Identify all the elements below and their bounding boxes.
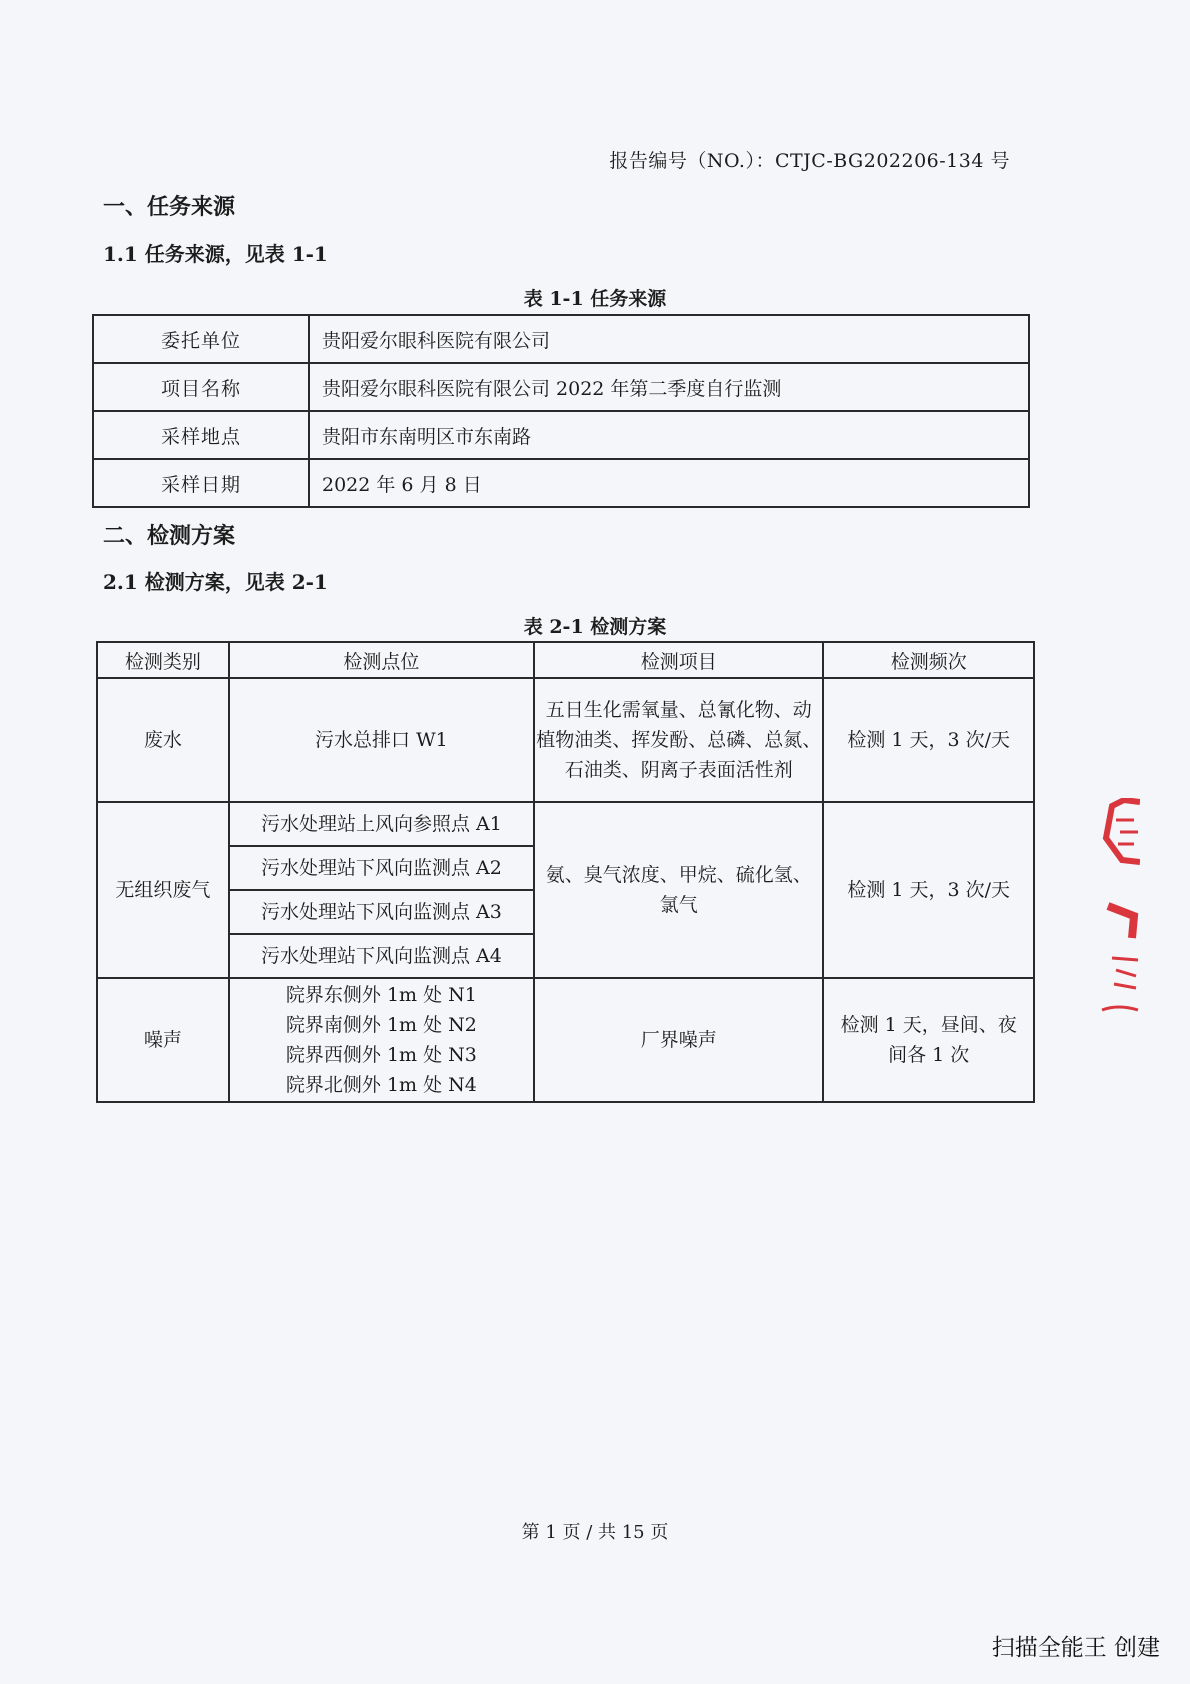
items-line: 五日生化需氧量、总氰化物、动 [545,699,812,721]
section2-subheading: 2.1 检测方案，见表 2-1 [103,570,328,594]
table-key-cell: 项目名称 [93,363,309,411]
items-line: 植物油类、挥发酚、总磷、总氮、 [536,729,822,751]
category-cell: 噪声 [97,978,229,1102]
table-row [93,459,1029,507]
table-key-cell: 采样日期 [93,459,309,507]
header-point: 检测点位 [229,642,534,678]
point-cell: 污水处理站下风向监测点 A2 [229,846,534,890]
page-footer: 第 1 页 / 共 15 页 [521,1522,669,1543]
items-cell [534,678,823,802]
frequency-cell: 检测 1 天，3 次/天 [823,678,1034,802]
frequency-cell [823,978,1034,1102]
point-cell: 污水总排口 W1 [229,678,534,802]
table-value-cell: 贵阳市东南明区市东南路 [309,411,1029,459]
frequency-line: 间各 1 次 [888,1044,970,1066]
table-value-cell: 2022 年 6 月 8 日 [309,459,1029,507]
noise-point-line: 院界北侧外 1m 处 N4 [285,1074,477,1096]
header-items: 检测项目 [534,642,823,678]
table2-caption: 表 2-1 检测方案 [523,616,667,638]
task-source-table [92,314,1030,508]
table-row [97,802,1034,846]
section1-heading: 一、任务来源 [103,194,236,220]
items-cell: 厂界噪声 [534,978,823,1102]
header-frequency: 检测频次 [823,642,1034,678]
frequency-cell: 检测 1 天，3 次/天 [823,802,1034,978]
point-cell: 污水处理站下风向监测点 A3 [229,890,534,934]
table1-caption: 表 1-1 任务来源 [523,288,667,310]
monitoring-plan-table [96,641,1035,1103]
point-cell: 污水处理站上风向参照点 A1 [229,802,534,846]
report-number: 报告编号（NO.）：CTJC-BG202206-134 号 [609,150,1010,172]
noise-point-line: 院界东侧外 1m 处 N1 [285,984,477,1006]
items-cell [534,802,823,978]
table-key-cell: 采样地点 [93,411,309,459]
items-line: 氨、臭气浓度、甲烷、硫化氢、 [545,864,812,886]
table-value-cell: 贵阳爱尔眼科医院有限公司 2022 年第二季度自行监测 [309,363,1029,411]
table-row [97,678,1034,802]
table-row [97,978,1034,1102]
section1-subheading: 1.1 任务来源，见表 1-1 [103,242,328,266]
items-line: 氯气 [659,894,698,916]
section2-heading: 二、检测方案 [103,523,236,549]
table-row [93,363,1029,411]
table-value-cell: 贵阳爱尔眼科医院有限公司 [309,315,1029,363]
table-row [93,411,1029,459]
noise-point-line: 院界南侧外 1m 处 N2 [285,1014,477,1036]
red-seal-stamp [1094,798,1140,1018]
table-row [93,315,1029,363]
category-cell: 无组织废气 [97,802,229,978]
point-cell: 污水处理站下风向监测点 A4 [229,934,534,978]
frequency-line: 检测 1 天，昼间、夜 [840,1014,1017,1036]
table-header-row [97,642,1034,678]
table-key-cell: 委托单位 [93,315,309,363]
category-cell: 废水 [97,678,229,802]
header-category: 检测类别 [97,642,229,678]
items-line: 石油类、阴离子表面活性剂 [564,759,793,781]
noise-point-line: 院界西侧外 1m 处 N3 [285,1044,477,1066]
scanner-watermark: 扫描全能王 创建 [991,1635,1160,1661]
point-cell [229,978,534,1102]
